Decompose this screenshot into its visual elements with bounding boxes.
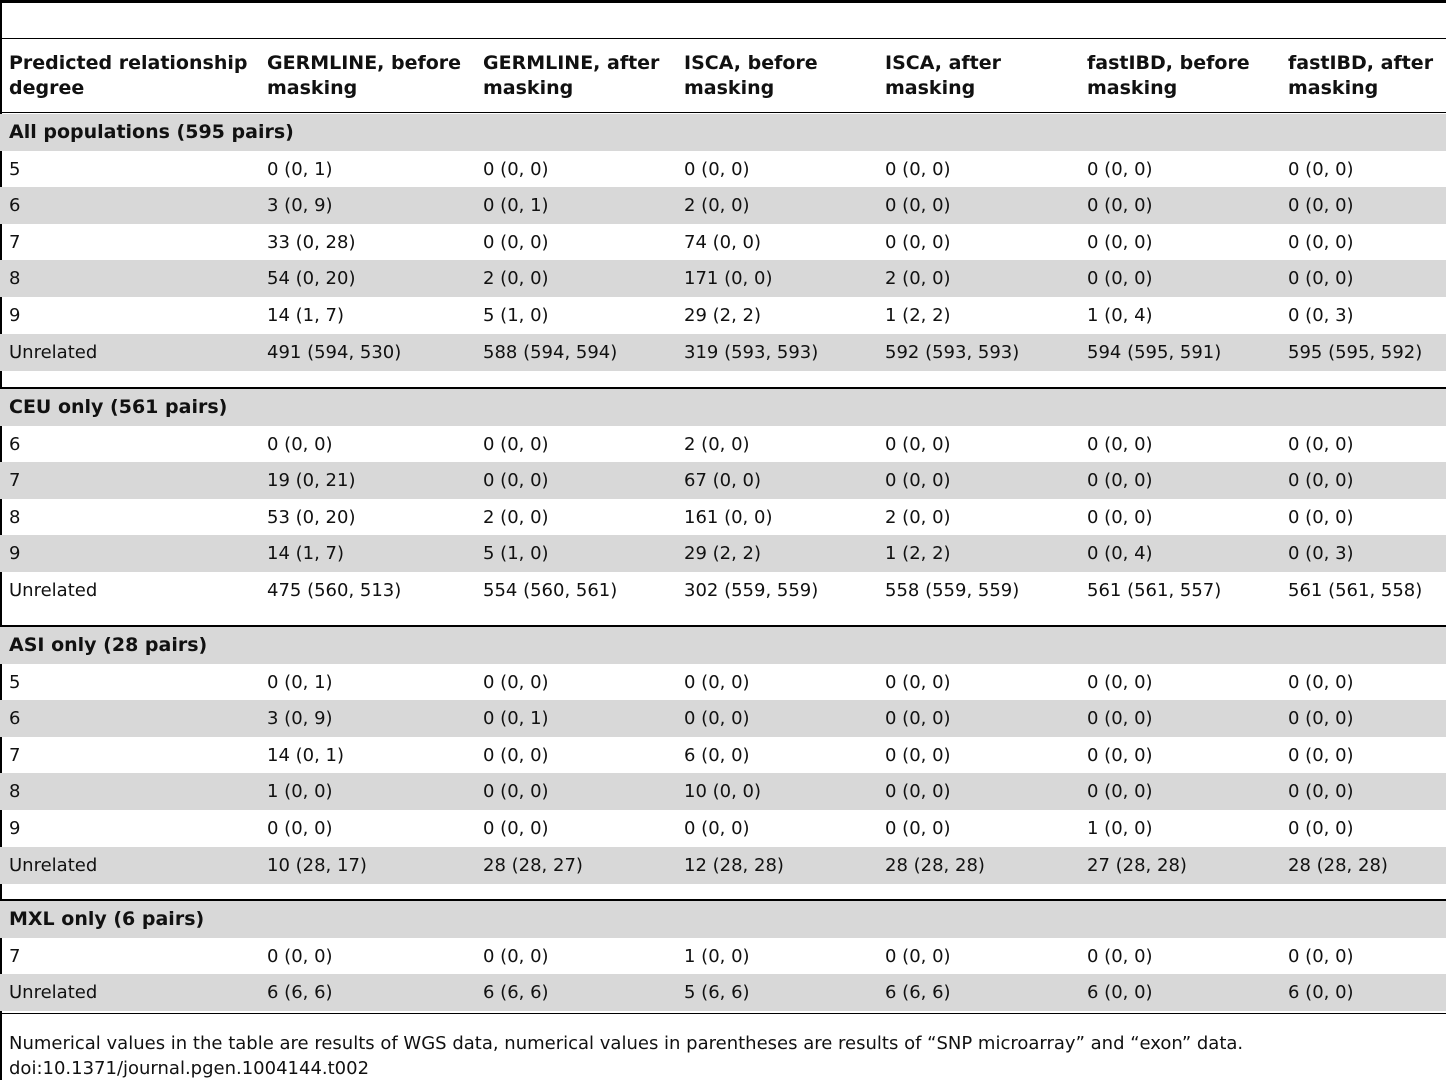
- value-cell: 0 (0, 0): [1087, 159, 1153, 180]
- value-cell: 491 (594, 530): [267, 342, 402, 363]
- value-cell: 0 (0, 0): [885, 946, 951, 967]
- degree-cell: 6: [9, 434, 21, 455]
- value-cell: 1 (0, 0): [267, 781, 333, 802]
- degree-cell: Unrelated: [9, 982, 98, 1003]
- value-cell: 0 (0, 0): [1288, 195, 1354, 216]
- value-cell: 0 (0, 0): [684, 708, 750, 729]
- table-row: [0, 260, 1446, 297]
- value-cell: 0 (0, 0): [483, 818, 549, 839]
- value-cell: 29 (2, 2): [684, 305, 762, 326]
- section-header-row: [0, 627, 1446, 664]
- value-cell: 2 (0, 0): [483, 268, 549, 289]
- value-cell: 27 (28, 28): [1087, 855, 1187, 876]
- value-cell: 0 (0, 0): [885, 232, 951, 253]
- value-cell: 0 (0, 0): [885, 818, 951, 839]
- value-cell: 0 (0, 0): [483, 946, 549, 967]
- value-cell: 2 (0, 0): [885, 268, 951, 289]
- degree-cell: 7: [9, 745, 21, 766]
- value-cell: 475 (560, 513): [267, 580, 402, 601]
- table-row: [0, 334, 1446, 371]
- value-cell: 0 (0, 0): [483, 745, 549, 766]
- value-cell: 0 (0, 1): [267, 159, 333, 180]
- value-cell: 1 (2, 2): [885, 305, 951, 326]
- table-row: [0, 187, 1446, 224]
- degree-cell: 5: [9, 672, 21, 693]
- value-cell: 588 (594, 594): [483, 342, 618, 363]
- value-cell: 14 (0, 1): [267, 745, 345, 766]
- value-cell: 14 (1, 7): [267, 305, 345, 326]
- degree-cell: 5: [9, 159, 21, 180]
- section-header-row: [0, 901, 1446, 938]
- degree-cell: 9: [9, 818, 21, 839]
- value-cell: 0 (0, 0): [1288, 781, 1354, 802]
- column-header: GERMLINE, before masking: [267, 52, 462, 99]
- value-cell: 14 (1, 7): [267, 543, 345, 564]
- value-cell: 319 (593, 593): [684, 342, 819, 363]
- value-cell: 6 (0, 0): [1087, 982, 1153, 1003]
- value-cell: 0 (0, 0): [1087, 232, 1153, 253]
- value-cell: 2 (0, 0): [684, 195, 750, 216]
- value-cell: 0 (0, 0): [1288, 470, 1354, 491]
- value-cell: 74 (0, 0): [684, 232, 762, 253]
- value-cell: 0 (0, 0): [1288, 507, 1354, 528]
- value-cell: 595 (595, 592): [1288, 342, 1423, 363]
- top-border: [0, 0, 1446, 3]
- value-cell: 0 (0, 0): [483, 470, 549, 491]
- table-row: [0, 151, 1446, 188]
- degree-cell: 8: [9, 268, 21, 289]
- value-cell: 0 (0, 0): [1288, 268, 1354, 289]
- table-row: [0, 810, 1446, 847]
- value-cell: 6 (0, 0): [1288, 982, 1354, 1003]
- value-cell: 0 (0, 1): [483, 195, 549, 216]
- table-header: [0, 39, 1446, 113]
- value-cell: 171 (0, 0): [684, 268, 773, 289]
- value-cell: 0 (0, 0): [885, 470, 951, 491]
- section-title: ASI only (28 pairs): [9, 634, 208, 656]
- degree-cell: 7: [9, 946, 21, 967]
- table-row: [0, 737, 1446, 774]
- value-cell: 53 (0, 20): [267, 507, 356, 528]
- degree-cell: 9: [9, 543, 21, 564]
- degree-cell: Unrelated: [9, 855, 98, 876]
- section-title: All populations (595 pairs): [9, 121, 294, 143]
- column-header: ISCA, before masking: [684, 52, 818, 99]
- table-row: [0, 773, 1446, 810]
- table-bottom-rule: [0, 1013, 1446, 1014]
- value-cell: 12 (28, 28): [684, 855, 784, 876]
- value-cell: 0 (0, 0): [1288, 745, 1354, 766]
- value-cell: 558 (559, 559): [885, 580, 1020, 601]
- value-cell: 3 (0, 9): [267, 708, 333, 729]
- value-cell: 0 (0, 0): [684, 672, 750, 693]
- table-row: [0, 535, 1446, 572]
- value-cell: 0 (0, 0): [885, 159, 951, 180]
- value-cell: 6 (6, 6): [483, 982, 549, 1003]
- value-cell: 0 (0, 0): [684, 818, 750, 839]
- value-cell: 0 (0, 1): [483, 708, 549, 729]
- value-cell: 302 (559, 559): [684, 580, 819, 601]
- table-row: [0, 297, 1446, 334]
- value-cell: 0 (0, 0): [1288, 434, 1354, 455]
- value-cell: 0 (0, 0): [1087, 946, 1153, 967]
- value-cell: 28 (28, 27): [483, 855, 583, 876]
- value-cell: 33 (0, 28): [267, 232, 356, 253]
- table-row: [0, 664, 1446, 701]
- value-cell: 5 (1, 0): [483, 543, 549, 564]
- value-cell: 0 (0, 0): [1087, 708, 1153, 729]
- value-cell: 0 (0, 0): [483, 232, 549, 253]
- value-cell: 3 (0, 9): [267, 195, 333, 216]
- value-cell: 0 (0, 0): [1087, 195, 1153, 216]
- value-cell: 54 (0, 20): [267, 268, 356, 289]
- section-header-row: [0, 114, 1446, 151]
- table-row: [0, 847, 1446, 884]
- value-cell: 6 (6, 6): [885, 982, 951, 1003]
- value-cell: 28 (28, 28): [1288, 855, 1388, 876]
- value-cell: 0 (0, 0): [885, 672, 951, 693]
- value-cell: 0 (0, 0): [1087, 672, 1153, 693]
- value-cell: 0 (0, 0): [1288, 818, 1354, 839]
- degree-cell: 6: [9, 195, 21, 216]
- value-cell: 0 (0, 4): [1087, 543, 1153, 564]
- degree-cell: 9: [9, 305, 21, 326]
- value-cell: 1 (0, 0): [1087, 818, 1153, 839]
- section-title: CEU only (561 pairs): [9, 396, 228, 418]
- degree-cell: Unrelated: [9, 580, 98, 601]
- value-cell: 1 (0, 4): [1087, 305, 1153, 326]
- value-cell: 1 (2, 2): [885, 543, 951, 564]
- value-cell: 161 (0, 0): [684, 507, 773, 528]
- column-header: GERMLINE, after masking: [483, 52, 660, 99]
- value-cell: 2 (0, 0): [684, 434, 750, 455]
- value-cell: 561 (561, 557): [1087, 580, 1222, 601]
- table-row: [0, 224, 1446, 261]
- value-cell: 5 (6, 6): [684, 982, 750, 1003]
- value-cell: 0 (0, 0): [1288, 946, 1354, 967]
- column-header: ISCA, after masking: [885, 52, 1002, 99]
- table-row: [0, 499, 1446, 536]
- value-cell: 29 (2, 2): [684, 543, 762, 564]
- table-footnote: Numerical values in the table are results of WGS data, numerical values in parentheses are results of “SNP microarray” and “exon” data.: [9, 1033, 1244, 1054]
- degree-cell: 8: [9, 781, 21, 802]
- value-cell: 28 (28, 28): [885, 855, 985, 876]
- value-cell: 0 (0, 0): [1087, 745, 1153, 766]
- value-cell: 2 (0, 0): [483, 507, 549, 528]
- doi-line: doi:10.1371/journal.pgen.1004144.t002: [9, 1058, 370, 1079]
- value-cell: 594 (595, 591): [1087, 342, 1222, 363]
- degree-cell: Unrelated: [9, 342, 98, 363]
- value-cell: 592 (593, 593): [885, 342, 1020, 363]
- value-cell: 554 (560, 561): [483, 580, 618, 601]
- value-cell: 0 (0, 0): [885, 434, 951, 455]
- degree-cell: 6: [9, 708, 21, 729]
- section-title: MXL only (6 pairs): [9, 908, 205, 930]
- value-cell: 0 (0, 0): [267, 434, 333, 455]
- value-cell: 67 (0, 0): [684, 470, 762, 491]
- section-header-row: [0, 389, 1446, 426]
- value-cell: 0 (0, 0): [885, 745, 951, 766]
- value-cell: 0 (0, 3): [1288, 305, 1354, 326]
- value-cell: 0 (0, 3): [1288, 543, 1354, 564]
- value-cell: 6 (0, 0): [684, 745, 750, 766]
- value-cell: 5 (1, 0): [483, 305, 549, 326]
- value-cell: 0 (0, 0): [1288, 672, 1354, 693]
- value-cell: 2 (0, 0): [885, 507, 951, 528]
- value-cell: 10 (0, 0): [684, 781, 762, 802]
- value-cell: 0 (0, 0): [1087, 268, 1153, 289]
- value-cell: 0 (0, 0): [267, 818, 333, 839]
- value-cell: 0 (0, 0): [1288, 159, 1354, 180]
- value-cell: 0 (0, 0): [1288, 232, 1354, 253]
- value-cell: 0 (0, 0): [1288, 708, 1354, 729]
- degree-cell: 7: [9, 232, 21, 253]
- table-row: [0, 974, 1446, 1011]
- value-cell: 0 (0, 1): [267, 672, 333, 693]
- degree-cell: 7: [9, 470, 21, 491]
- value-cell: 0 (0, 0): [885, 781, 951, 802]
- value-cell: 0 (0, 0): [1087, 507, 1153, 528]
- value-cell: 0 (0, 0): [483, 781, 549, 802]
- value-cell: 561 (561, 558): [1288, 580, 1423, 601]
- value-cell: 10 (28, 17): [267, 855, 367, 876]
- value-cell: 0 (0, 0): [885, 708, 951, 729]
- column-header: Predicted relationship degree: [9, 52, 248, 99]
- column-header: fastIBD, before masking: [1087, 52, 1250, 99]
- value-cell: 1 (0, 0): [684, 946, 750, 967]
- value-cell: 0 (0, 0): [483, 434, 549, 455]
- table-row: [0, 462, 1446, 499]
- table-row: [0, 572, 1446, 609]
- table-row: [0, 426, 1446, 463]
- value-cell: 0 (0, 0): [267, 946, 333, 967]
- value-cell: 0 (0, 0): [1087, 470, 1153, 491]
- column-header: fastIBD, after masking: [1288, 52, 1434, 99]
- value-cell: 19 (0, 21): [267, 470, 356, 491]
- table-row: [0, 700, 1446, 737]
- degree-cell: 8: [9, 507, 21, 528]
- value-cell: 0 (0, 0): [885, 195, 951, 216]
- value-cell: 0 (0, 0): [483, 672, 549, 693]
- table-row: [0, 938, 1446, 975]
- value-cell: 0 (0, 0): [1087, 434, 1153, 455]
- value-cell: 0 (0, 0): [1087, 781, 1153, 802]
- value-cell: 0 (0, 0): [684, 159, 750, 180]
- value-cell: 0 (0, 0): [483, 159, 549, 180]
- value-cell: 6 (6, 6): [267, 982, 333, 1003]
